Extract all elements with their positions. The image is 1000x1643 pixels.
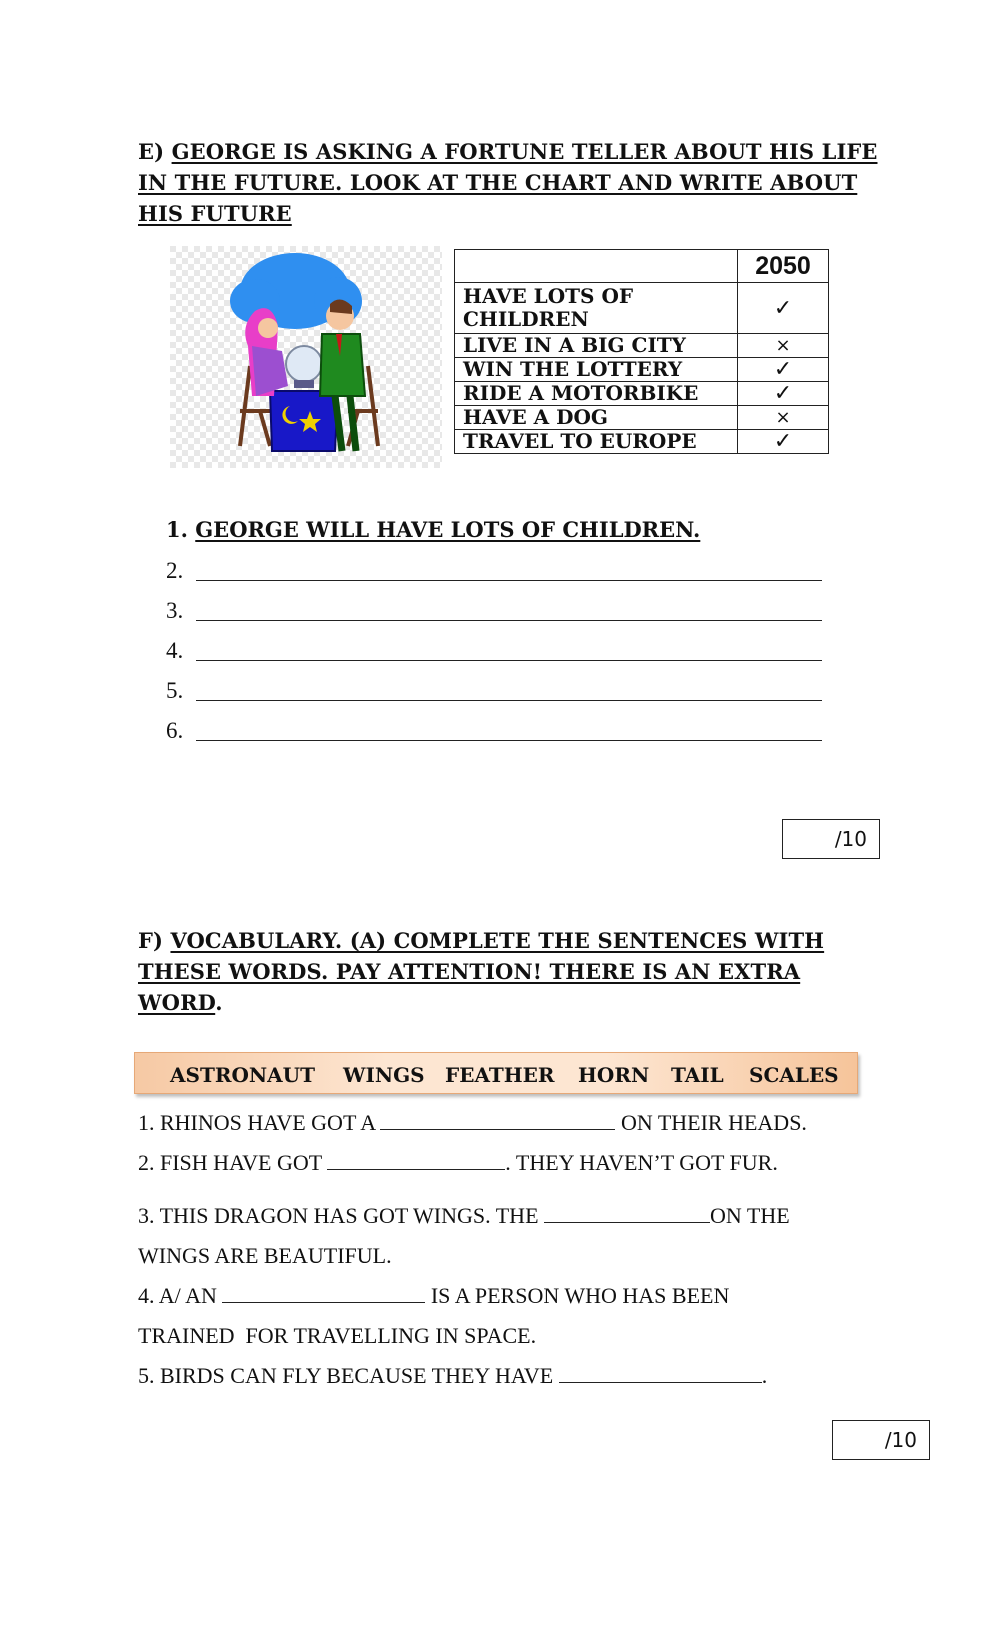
sentence-text: IS A PERSON WHO HAS BEEN (430, 1283, 730, 1308)
fill-blank[interactable] (559, 1364, 762, 1383)
table-activity: LIVE IN A BIG CITY (455, 334, 738, 358)
answer-blank[interactable] (196, 620, 822, 621)
score-box-section-e[interactable]: /10 (782, 819, 880, 859)
sentence-3 (138, 1203, 790, 1229)
section-f-instructions: VOCABULARY. (A) COMPLETE THE SENTENCES WITH THESE WORDS. PAY ATTENTION! THERE IS AN EXTRA WORD (138, 928, 825, 1015)
answer-blank[interactable] (196, 580, 822, 581)
table-activity: HAVE LOTS OF CHILDREN (455, 283, 738, 334)
word-bank-item: TAIL (671, 1063, 724, 1087)
sentence-1 (138, 1110, 807, 1136)
table-row (455, 283, 829, 334)
sentence-2 (138, 1150, 778, 1176)
table-mark: × (738, 334, 829, 358)
sentence-text: 4. A/ AN (138, 1283, 217, 1308)
table-header-row (455, 250, 829, 283)
sentence-5 (138, 1363, 767, 1389)
table-header-blank (455, 250, 738, 283)
fill-blank[interactable] (380, 1111, 615, 1130)
table-row (455, 334, 829, 358)
fill-blank[interactable] (327, 1151, 505, 1170)
table-mark: ✓ (738, 358, 829, 382)
table-header-year: 2050 (738, 250, 829, 283)
table-mark: ✓ (738, 382, 829, 406)
table-activity: RIDE A MOTORBIKE (455, 382, 738, 406)
word-bank-item: FEATHER (445, 1063, 555, 1087)
answer-blank[interactable] (196, 700, 822, 701)
future-chart-table (454, 249, 829, 454)
example-answer (166, 517, 700, 542)
fill-blank[interactable] (222, 1284, 425, 1303)
section-f-heading-end: . (215, 990, 223, 1015)
table-mark: ✓ (738, 430, 829, 454)
sentence-text: 5. BIRDS CAN FLY BECAUSE THEY HAVE (138, 1363, 554, 1388)
section-f-letter: F) (138, 928, 164, 953)
table-activity: WIN THE LOTTERY (455, 358, 738, 382)
table-row (455, 406, 829, 430)
example-number: 1. (166, 517, 188, 542)
table-row (455, 358, 829, 382)
table-mark: × (738, 406, 829, 430)
word-bank-item: ASTRONAUT (170, 1063, 316, 1087)
answer-blank[interactable] (196, 740, 822, 741)
word-bank-item: HORN (578, 1063, 650, 1087)
sentence-4 (138, 1283, 729, 1309)
answer-number: 5. (166, 678, 184, 703)
section-e-instructions: GEORGE IS ASKING A FORTUNE TELLER ABOUT HIS LIFE IN THE FUTURE. LOOK AT THE CHART AND WRITE ABOUT HIS FUTURE (138, 139, 878, 226)
sentence-3-cont (138, 1243, 392, 1269)
table-row (455, 430, 829, 454)
sentence-text: . THEY HAVEN’T GOT FUR. (505, 1150, 778, 1175)
fill-blank[interactable] (544, 1204, 710, 1223)
answer-number: 3. (166, 598, 184, 623)
section-f-heading (138, 925, 858, 1018)
word-bank-item: WINGS (343, 1063, 425, 1087)
sentence-text: ON THE (710, 1203, 790, 1228)
sentence-text: 1. RHINOS HAVE GOT A (138, 1110, 375, 1135)
answer-blank[interactable] (196, 660, 822, 661)
fortune-teller-illustration (170, 246, 442, 468)
example-text: GEORGE WILL HAVE LOTS OF CHILDREN. (195, 517, 701, 542)
sentence-text: 3. THIS DRAGON HAS GOT WINGS. THE (138, 1203, 539, 1228)
sentence-text: 2. FISH HAVE GOT (138, 1150, 322, 1175)
word-bank-item: SCALES (749, 1063, 839, 1087)
sentence-text: TRAINED FOR TRAVELLING IN SPACE. (138, 1323, 537, 1348)
table-activity: TRAVEL TO EUROPE (455, 430, 738, 454)
answer-number: 6. (166, 718, 184, 743)
sentence-text: . (761, 1363, 768, 1388)
sentence-text: WINGS ARE BEAUTIFUL. (138, 1243, 392, 1268)
score-box-section-f[interactable]: /10 (832, 1420, 930, 1460)
sentence-text: ON THEIR HEADS. (620, 1110, 807, 1135)
sentence-4-cont (138, 1323, 536, 1349)
table-activity: HAVE A DOG (455, 406, 738, 430)
table-mark: ✓ (738, 283, 829, 334)
section-e-heading (138, 136, 878, 229)
table-row (455, 382, 829, 406)
section-e-letter: E) (138, 139, 165, 164)
answer-number: 2. (166, 558, 184, 583)
word-bank (134, 1052, 858, 1094)
answer-number: 4. (166, 638, 184, 663)
